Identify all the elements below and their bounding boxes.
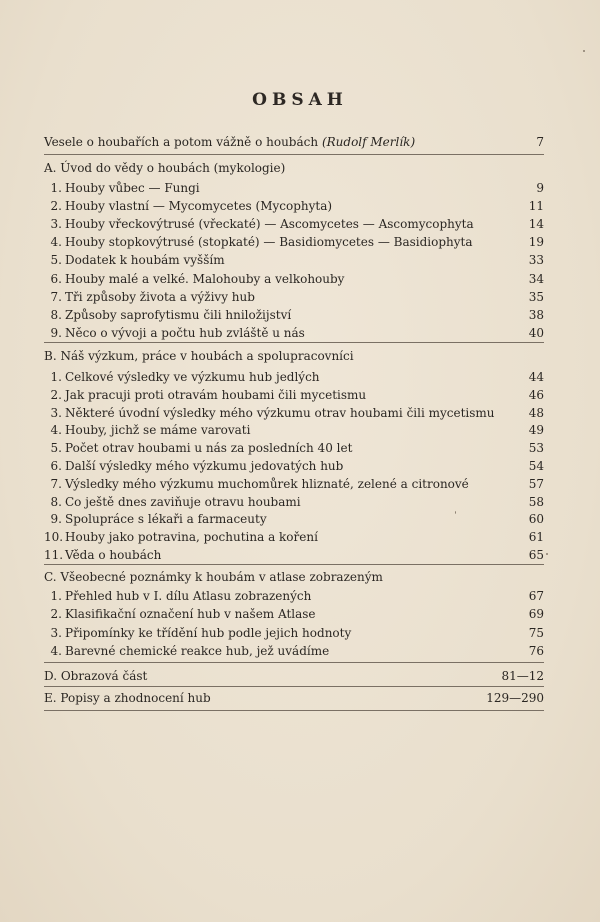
- toc-entry-number: 5.: [50, 441, 62, 456]
- toc-intro-row: [44, 134, 544, 150]
- toc-entry-title: Další výsledky mého výzkumu jedovatých hub: [65, 459, 344, 473]
- toc-entry: [44, 625, 544, 641]
- toc-entry-title: Klasifikační označení hub v našem Atlase: [65, 607, 316, 622]
- section-heading-text: A. Úvod do vědy o houbách (mykologie): [44, 161, 286, 175]
- toc-entry-title: Houby vůbec — Fungi: [65, 181, 200, 195]
- toc-entry: [44, 494, 544, 510]
- toc-page-number: 7: [536, 135, 544, 149]
- toc-page-number: 81—12: [501, 669, 544, 683]
- toc-page-number: 44: [528, 370, 544, 384]
- divider: [44, 662, 544, 663]
- toc-entry-title: Některé úvodní výsledky mého výzkumu otrav houbami čili mycetismu: [65, 405, 495, 420]
- section-heading-text: D. Obrazová část: [44, 669, 148, 683]
- toc-entry: [44, 511, 544, 527]
- toc-entry: [44, 476, 544, 492]
- toc-page-number: 49: [528, 423, 544, 438]
- toc-entry-number: 10.: [44, 530, 64, 545]
- toc-page-number: 9: [536, 181, 544, 195]
- divider: [44, 710, 544, 711]
- toc-entry: [44, 216, 544, 232]
- toc-page-number: 60: [528, 512, 544, 527]
- toc-entry: [44, 180, 544, 196]
- toc-entry-title: Houby, jichž se máme varovati: [65, 423, 251, 438]
- toc-entry: [44, 422, 544, 438]
- toc-entry-number: 9.: [50, 325, 62, 340]
- toc-page-number: 54: [528, 459, 544, 473]
- toc-entry-number: 8.: [50, 307, 62, 322]
- toc-entry: [44, 234, 544, 250]
- toc-page-number: 46: [528, 387, 544, 402]
- toc-entry-title: Barevné chemické reakce hub, jež uvádíme: [65, 643, 330, 658]
- toc-page-number: 53: [528, 441, 544, 456]
- toc-page-number: 34: [528, 271, 544, 286]
- toc-page-number: 75: [528, 625, 544, 640]
- toc-page-number: 40: [528, 325, 544, 340]
- toc-page-number: 69: [528, 607, 544, 622]
- toc-entry-number: 9.: [50, 512, 62, 527]
- toc-entry-number: 4.: [50, 643, 62, 658]
- toc-entry: [44, 529, 544, 545]
- toc-page-number: 48: [528, 405, 544, 420]
- toc-entry: [44, 588, 544, 604]
- toc-page-number: 76: [528, 643, 544, 658]
- toc-page-number: 57: [528, 476, 544, 491]
- toc-entry-number: 3.: [50, 217, 62, 232]
- toc-entry-number: 2.: [50, 607, 62, 622]
- toc-entry: [44, 252, 544, 268]
- toc-page-number: 65: [528, 548, 544, 562]
- toc-entry: [44, 325, 544, 341]
- paper-speck: [455, 511, 456, 514]
- toc-entry-number: 3.: [50, 625, 62, 640]
- section-d-row: [44, 668, 544, 684]
- toc-entry: [44, 440, 544, 456]
- toc-page-number: 33: [528, 253, 544, 268]
- toc-entry-number: 6.: [50, 459, 62, 473]
- toc-entry: [44, 289, 544, 305]
- toc-entry-number: 7.: [50, 476, 62, 491]
- toc-entry-title: Celkové výsledky ve výzkumu hub jedlých: [65, 370, 320, 384]
- toc-page-number: 35: [528, 289, 544, 304]
- toc-entry-number: 7.: [50, 289, 62, 304]
- toc-page-number: 11: [528, 199, 544, 214]
- toc-page-number: 14: [528, 217, 544, 232]
- toc-entry: [44, 458, 544, 474]
- toc-entry: [44, 387, 544, 403]
- toc-entry-title: Dodatek k houbám vyšším: [65, 253, 225, 268]
- toc-entry-title: Věda o houbách: [65, 548, 162, 562]
- divider: [44, 564, 544, 565]
- paper-speck: [546, 553, 548, 555]
- section-heading-text: C. Všeobecné poznámky k houbám v atlase zobrazeným: [44, 570, 383, 584]
- toc-entry-title: Způsoby saprofytismu čili hniložijství: [65, 307, 292, 322]
- toc-entry-title: Houby stopkovýtrusé (stopkaté) — Basidiomycetes — Basidiophyta: [65, 235, 473, 250]
- section-e-row: [44, 690, 544, 706]
- page-title: OBSAH: [252, 90, 348, 110]
- toc-entry-title: Houby vlastní — Mycomycetes (Mycophyta): [65, 199, 333, 214]
- toc-entry-title: Co ještě dnes zaviňuje otravu houbami: [65, 494, 301, 509]
- toc-entry-title: Počet otrav houbami u nás za posledních 40 let: [65, 441, 353, 456]
- toc-entry-title: Něco o vývoji a počtu hub zvláště u nás: [65, 325, 305, 340]
- toc-entry-number: 11.: [44, 548, 64, 562]
- intro-title: Vesele o houbařích a potom vážně o houbách: [44, 135, 319, 149]
- toc-intro-text: [44, 134, 415, 150]
- toc-page-number: 67: [528, 589, 544, 603]
- toc-page-number: 38: [528, 307, 544, 322]
- toc-entry-title: Houby jako potravina, pochutina a koření: [65, 530, 318, 545]
- toc-page-number: 19: [528, 235, 544, 250]
- toc-entry-title: Spolupráce s lékaři a farmaceuty: [65, 512, 267, 527]
- toc-page-number: 61: [528, 530, 544, 545]
- toc-entry-number: 1.: [50, 370, 62, 384]
- toc-page-number: 129—290: [486, 691, 544, 705]
- toc-entry-number: 1.: [50, 589, 62, 603]
- divider: [44, 686, 544, 687]
- toc-entry-title: Výsledky mého výzkumu muchomůrek hliznaté, zelené a citronové: [65, 476, 469, 491]
- toc-entry: [44, 606, 544, 622]
- toc-entry-number: 4.: [50, 235, 62, 250]
- toc-entry: [44, 369, 544, 385]
- toc-entry-number: 6.: [50, 271, 62, 286]
- toc-entry-title: Připomínky ke třídění hub podle jejich hodnoty: [65, 625, 352, 640]
- toc-entry-number: 2.: [50, 387, 62, 402]
- toc-entry: [44, 198, 544, 214]
- section-a-heading: [44, 160, 544, 176]
- toc-entry-number: 5.: [50, 253, 62, 268]
- toc-entry-number: 2.: [50, 199, 62, 214]
- toc-entry: [44, 307, 544, 323]
- section-heading-text: B. Náš výzkum, práce v houbách a spolupracovníci: [44, 349, 354, 363]
- toc-entry-title: Jak pracuji proti otravám houbami čili mycetismu: [65, 387, 367, 402]
- toc-entry: [44, 643, 544, 659]
- toc-entry-title: Houby vřeckovýtrusé (vřeckaté) — Ascomycetes — Ascomycophyta: [65, 217, 474, 232]
- toc-entry-number: 4.: [50, 423, 62, 438]
- intro-author: (Rudolf Merlík): [321, 135, 416, 149]
- toc-entry: [44, 405, 544, 421]
- toc-page-number: 58: [528, 494, 544, 509]
- divider: [44, 342, 544, 343]
- toc-entry-number: 1.: [50, 181, 62, 195]
- toc-entry-title: Tři způsoby života a výživy hub: [65, 289, 255, 304]
- toc-entry-title: Houby malé a velké. Malohouby a velkohouby: [65, 271, 345, 286]
- toc-entry-title: Přehled hub v I. dílu Atlasu zobrazených: [65, 589, 312, 603]
- toc-entry-number: 3.: [50, 405, 62, 420]
- section-heading-text: E. Popisy a zhodnocení hub: [44, 691, 211, 705]
- paper-speck: [583, 50, 585, 52]
- toc-entry: [44, 271, 544, 287]
- section-b-heading: [44, 348, 544, 364]
- toc-entry-number: 8.: [50, 494, 62, 509]
- toc-entry: [44, 547, 544, 563]
- section-c-heading: [44, 569, 544, 585]
- divider: [44, 154, 544, 155]
